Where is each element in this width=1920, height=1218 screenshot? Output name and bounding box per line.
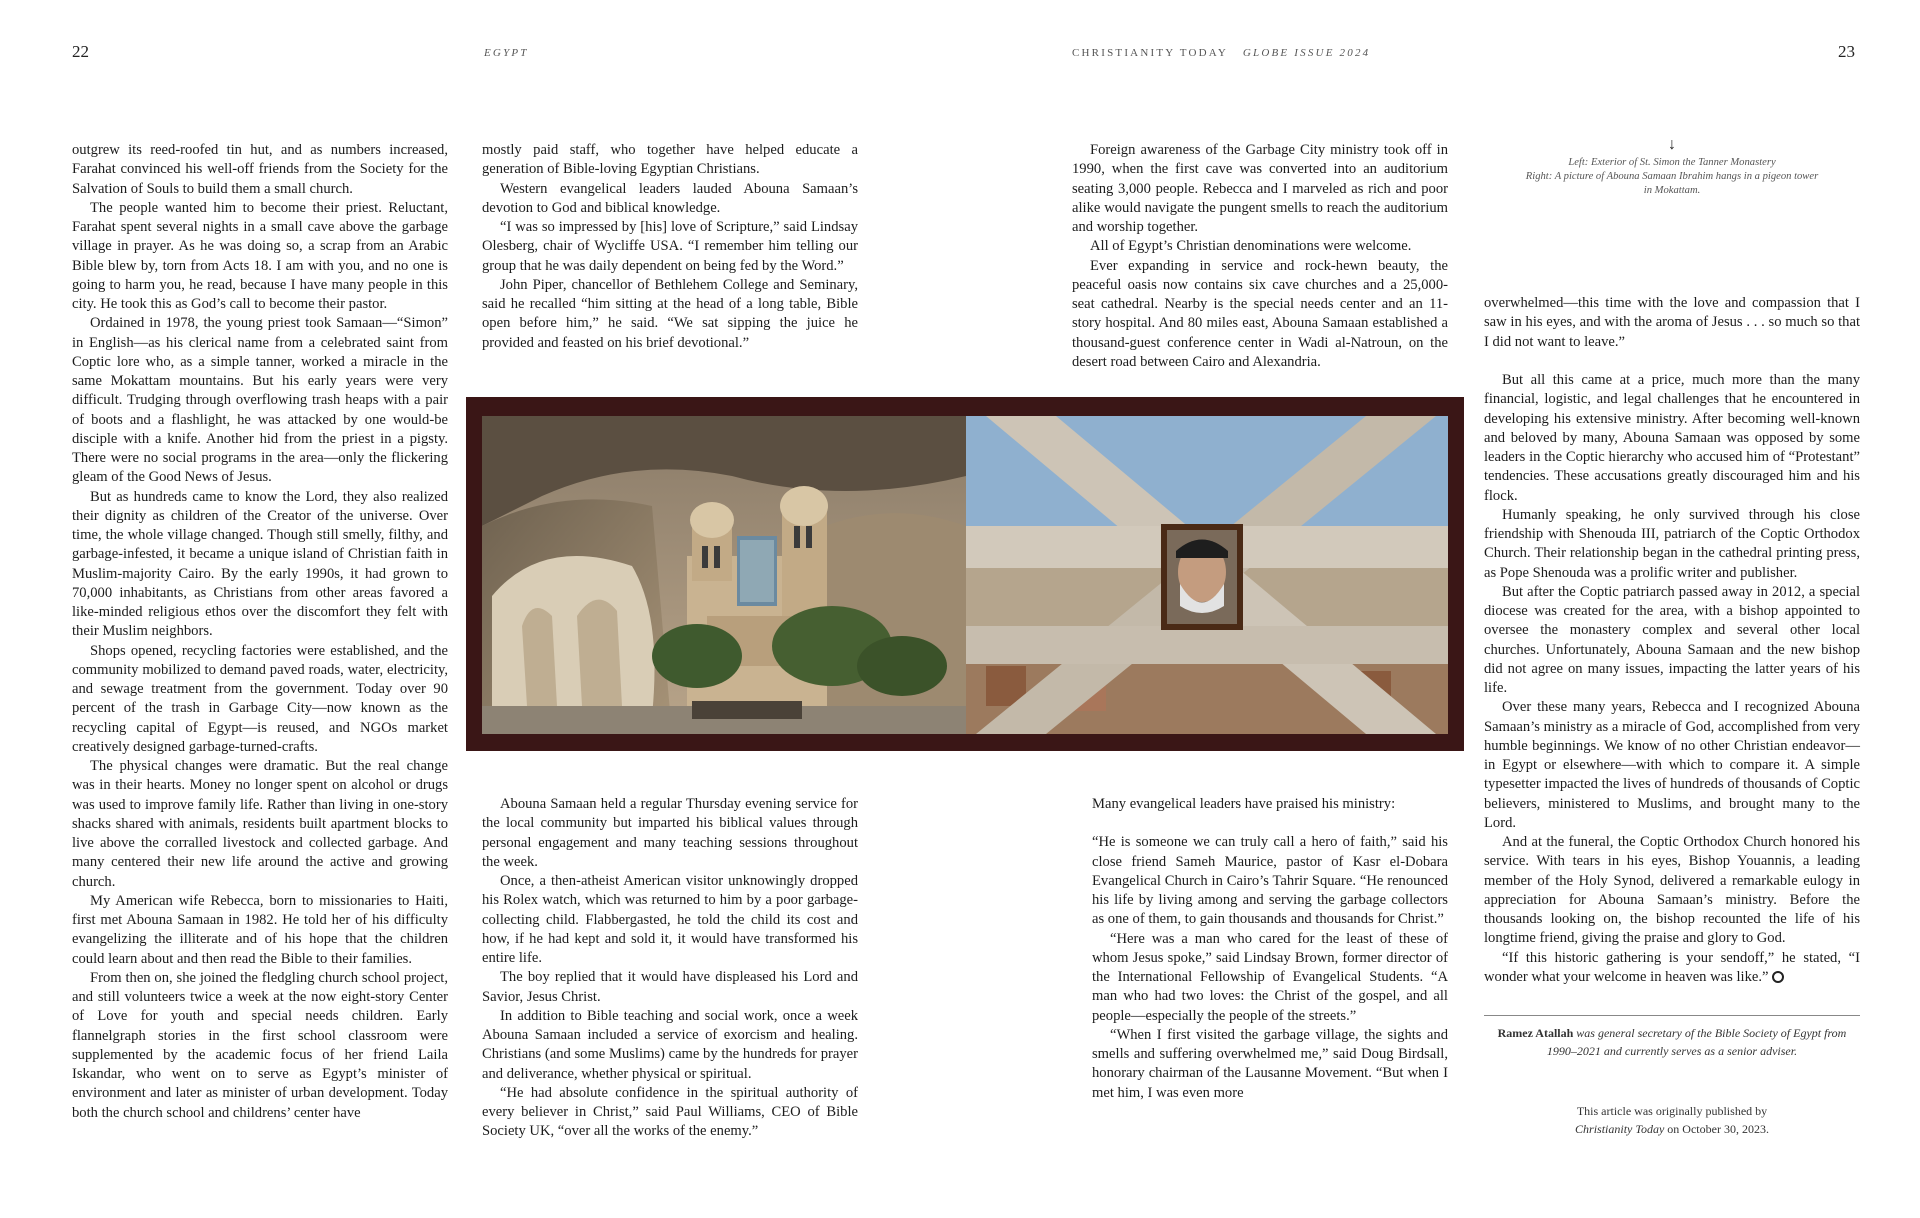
paragraph: Ever expanding in service and rock-hewn beauty, the peaceful oasis now contains six cave churches and a 25,000-seat cathedral. Nearby is the special needs center and an 11-story hospital. And 80 miles east, Abouna Samaan established a thousand-guest conference center in Wadi al-Natroun, on the desert road between Cairo and Alexandria. xyxy=(1072,257,1448,370)
paragraph: All of Egypt’s Christian denominations were welcome. xyxy=(1090,238,1412,255)
paragraph: Humanly speaking, he only survived through his close friendship with Shenouda III, patriarch of the Coptic Orthodox Church. Their relationship began in the cathedral printing press, as Pope Shenouda was a prolific writer and publisher. xyxy=(1484,506,1860,581)
paragraph: Many evangelical leaders have praised his ministry: xyxy=(1092,796,1396,812)
monastery-exterior-photo xyxy=(482,416,966,734)
article-column-4-top xyxy=(1484,294,1860,352)
caption-line-2: Right: A picture of Abouna Samaan Ibrahim hangs in a pigeon tower in Mokattam. xyxy=(1525,171,1819,196)
article-column-3-top xyxy=(1072,141,1448,372)
publication-note-line-1: This article was originally published by xyxy=(1576,1104,1768,1118)
paragraph: Abouna Samaan held a regular Thursday evening service for the local community but imparted his biblical values through personal engagement and many teaching sessions throughout the week. xyxy=(482,796,858,870)
issue-name: GLOBE ISSUE 2024 xyxy=(1242,47,1371,59)
author-name: Ramez Atallah xyxy=(1497,1026,1574,1040)
pigeon-tower-portrait-photo xyxy=(966,416,1448,734)
running-header xyxy=(1072,47,1370,59)
publication-note-line-2 xyxy=(1484,1120,1860,1138)
author-bio xyxy=(1484,1024,1860,1060)
bio-divider xyxy=(1484,1015,1860,1016)
paragraph: outgrew its reed-roofed tin hut, and as numbers increased, Farahat convinced his well-off friends from the Society for the Salvation of Souls to build them a small church. xyxy=(72,142,448,197)
closing-quote: “If this historic gathering is your sendoff,” he stated, “I wonder what your welcome in heaven was like.” xyxy=(1484,949,1860,985)
end-mark-icon xyxy=(1772,971,1784,983)
article-column-3-bottom xyxy=(1092,795,1448,1103)
paragraph: In addition to Bible teaching and social work, once a week Abouna Samaan included a service of exorcism and healing. Christians (and some Muslims) came by the hundreds for prayer and deliverance, whether physical or spiritual. xyxy=(482,1007,858,1082)
paragraph: mostly paid staff, who together have helped educate a generation of Bible-loving Egyptian Christians. xyxy=(482,142,858,178)
paragraph: The people wanted him to become their priest. Reluctant, Farahat spent several nights in a small cave above the garbage village in prayer. As he was doing so, a scrap from an Arabic Bible blew by, torn from Acts 18. I am with you, and no one is going to harm you, he read, because I have many people in this city. He took this as God’s call to become their pastor. xyxy=(72,199,448,312)
paragraph: The boy replied that it would have displeased his Lord and Savior, Jesus Christ. xyxy=(482,969,858,1005)
publication-title: Christianity Today xyxy=(1575,1122,1665,1136)
author-description: was general secretary of the Bible Society of Egypt from 1990–2021 and currently serves as a senior adviser. xyxy=(1546,1026,1847,1058)
paragraph: Shops opened, recycling factories were established, and the community mobilized to demand paved roads, water, electricity, and sewage treatment from the government. Today over 90 percent of the trash in Garbage City—now known as the recycling capital of Egypt—is reused, and NGOs market creatively designed garbage-turned-crafts. xyxy=(72,642,448,755)
article-column-2-top xyxy=(482,141,858,353)
paragraph: But as hundreds came to know the Lord, they also realized their dignity as children of the Creator of the universe. Over time, the whole village changed. Though still smelly, filthy, and garbage-infested, it became a unique island of Christian faith in Muslim-majority Cairo. By the early 1990s, it had grown to 70,000 inhabitants, as Christians from other areas favored a like-minded religious ethos over the discomfort they felt with their Muslim neighbors. xyxy=(72,488,448,640)
publication-name: CHRISTIANITY TODAY xyxy=(1072,47,1229,59)
paragraph: “He had absolute confidence in the spiritual authority of every believer in Christ,” said Paul Williams, CEO of Bible Society UK, “over all the works of the enemy.” xyxy=(482,1084,858,1140)
page-number-right: 23 xyxy=(1838,42,1855,61)
paragraph: But all this came at a price, much more than the many financial, logistic, and legal challenges that he encountered in developing his extensive ministry. After becoming well-known and beloved by many, Abouna Samaan was opposed by some leaders in the Coptic hierarchy who accused him of “Protestant” tendencies. These accusations greatly discouraged him and his flock. xyxy=(1484,372,1860,504)
paragraph: “When I first visited the garbage village, the sights and smells and suffering overwhelmed me,” said Doug Birdsall, honorary chairman of the Lausanne Movement. “But when I met him, I was even more xyxy=(1092,1026,1448,1101)
arrow-down-icon: ↓ xyxy=(1668,136,1676,153)
paragraph: And at the funeral, the Coptic Orthodox Church honored his service. With tears in his eyes, Bishop Youannis, a leading member of the Holy Synod, delivered a remarkable eulogy in appreciation for Abouna Samaan’s ministry. Before the thousands looking on, the bishop recounted the life of his longtime friend, giving the praise and glory to God. xyxy=(1484,834,1860,947)
article-column-1 xyxy=(72,141,448,1123)
section-label: EGYPT xyxy=(484,47,529,59)
publication-note xyxy=(1484,1102,1860,1138)
photo-caption xyxy=(1484,136,1860,198)
paragraph: The physical changes were dramatic. But the real change was in their hearts. Money no longer spent on alcohol or drugs was used to improve family life. Rather than living in one-story shacks shared with animals, residents built apartment blocks to live above the corralled livestock and collected garbage. And many centered their new life around the active and growing church. xyxy=(72,758,448,890)
monastery-illustration xyxy=(482,416,966,734)
paragraph: John Piper, chancellor of Bethlehem College and Seminary, said he recalled “him sitting at the head of a long table, Bible open before him,” he said. “We sat sipping the juice he provided and feasted on his brief devotional.” xyxy=(482,276,858,351)
article-column-4-main xyxy=(1484,371,1860,987)
paragraph: “I was so impressed by [his] love of Scripture,” said Lindsay Olesberg, chair of Wycliffe USA. “I remember him telling our group that he was daily dependent on being fed by the Word.” xyxy=(482,219,858,274)
publication-date: on October 30, 2023. xyxy=(1667,1122,1769,1136)
article-column-2-bottom xyxy=(482,795,858,1142)
pigeon-tower-illustration xyxy=(966,416,1448,734)
paragraph: Ordained in 1978, the young priest took Samaan—“Simon” in English—as his clerical name from a celebrated saint from Coptic lore who, as a simple tanner, worked a miracle in the same Mokattam mountains. But his early years were very difficult. Trudging through overflowing trash heaps with a pair of boots and a flashlight, he was attacked by one would-be disciple with a knife. Another hid from the priest in a pigsty. There were no social programs in the area—only the flickering gleam of the Good News of Jesus. xyxy=(72,315,448,486)
caption-line-1: Left: Exterior of St. Simon the Tanner Monastery xyxy=(1568,157,1776,168)
page-number-left: 22 xyxy=(72,42,89,61)
paragraph: But after the Coptic patriarch passed away in 2012, a special diocese was created for the area, with a bishop appointed to oversee the monastery complex and several other local churches. Unfortunately, Abouna Samaan and the new bishop did not agree on many issues, impacting the latter years of his life. xyxy=(1484,583,1860,696)
paragraph: “He is someone we can truly call a hero of faith,” said his close friend Sameh Maurice, pastor of Kasr el-Dobara Evangelical Church in Cairo’s Tahrir Square. “He renounced his life by living among and serving the garbage collectors as one of them, to gain thousands and thousands for Christ.” xyxy=(1092,834,1448,928)
paragraph: “Here was a man who cared for the least of these of whom Jesus spoke,” said Lindsay Brown, former director of the International Fellowship of Evangelical Students. “A man who had two loves: the Christ of the gospel, and all people—especially the people of the streets.” xyxy=(1092,930,1448,1024)
paragraph: Western evangelical leaders lauded Abouna Samaan’s devotion to God and biblical knowledge. xyxy=(482,180,858,216)
paragraph xyxy=(1484,949,1860,988)
paragraph: Over these many years, Rebecca and I recognized Abouna Samaan’s ministry as a miracle of God, accomplished from very humble beginnings. We know of no other Christian endeavor—in Egypt or elsewhere—with which to compare it. A simple typesetter impacted the lives of hundreds of thousands of Coptic believers, ministered to Muslims, and brought many to the Lord. xyxy=(1484,699,1860,831)
paragraph: Foreign awareness of the Garbage City ministry took off in 1990, when the first cave was converted into an auditorium seating 3,000 people. Rebecca and I marveled as rich and poor alike would navigate the pungent smells to reach the auditorium and worship together. xyxy=(1072,142,1448,235)
paragraph: Once, a then-atheist American visitor unknowingly dropped his Rolex watch, which was returned to him by a poor garbage-collecting child. Flabbergasted, he told the child its cost and how, if he had kept and sold it, it would have transformed his entire life. xyxy=(482,873,858,966)
paragraph: overwhelmed—this time with the love and compassion that I saw in his eyes, and with the aroma of Jesus . . . so much so that I did not want to leave.” xyxy=(1484,295,1860,350)
paragraph: From then on, she joined the fledgling church school project, and still volunteers twice a week at the now eight-story Center of Love for youth and special needs children. Early flannelgraph stories in the first school classroom were supplemented by the academic focus of her friend Laila Iskandar, who went on to serve as Egypt’s minister of environment and later as minister of urban development. Today both the church school and childrens’ center have xyxy=(72,969,448,1121)
paragraph: My American wife Rebecca, born to missionaries to Haiti, first met Abouna Samaan in 1982. He told her of his difficulty evangelizing the illiterate and of his hope that the children could learn about and then read the Bible to their families. xyxy=(72,892,448,967)
